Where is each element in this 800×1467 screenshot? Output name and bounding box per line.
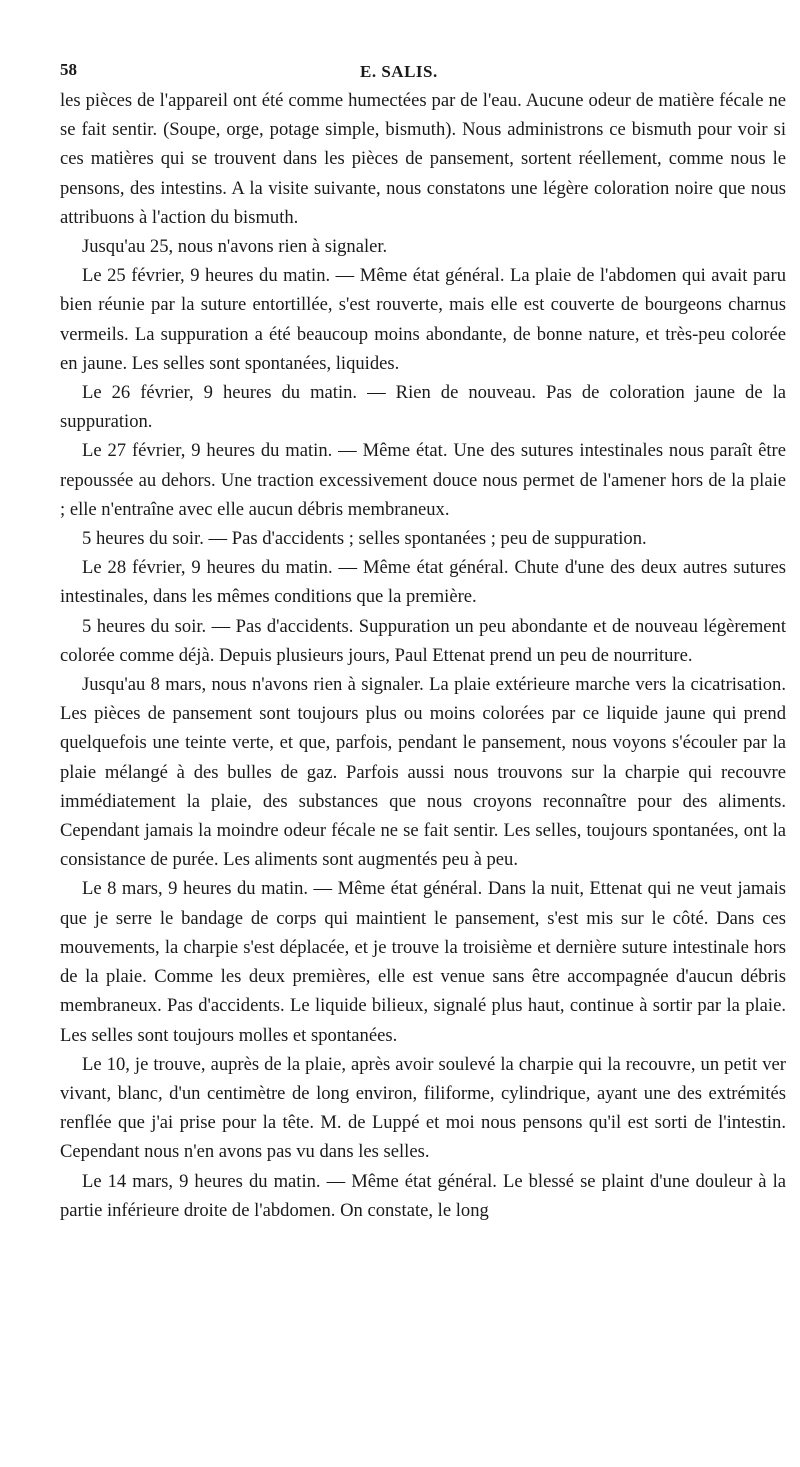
paragraph: Jusqu'au 25, nous n'avons rien à signaler. <box>82 236 388 258</box>
paragraph: Le 14 mars, 9 heures du matin. — Même état général. Le blessé se plaint d'une douleur à la partie inférieure droite de l'abdomen. On constate, le long <box>60 1170 786 1221</box>
paragraph: Le 26 février, 9 heures du matin. — Rien de nouveau. Pas de coloration jaune de la suppuration. <box>60 382 786 433</box>
running-head: E. SALIS. <box>360 62 438 81</box>
paragraph: Le 27 février, 9 heures du matin. — Même état. Une des sutures intestinales nous paraît être repoussée au dehors. Une traction excessivement douce nous permet de l'amener hors de la plaie ; elle n'entraîne avec elle aucun débris membraneux. <box>60 440 786 520</box>
paragraph: les pièces de l'appareil ont été comme humectées par de l'eau. Aucune odeur de matière fécale ne se fait sentir. (Soupe, orge, potage simple, bismuth). Nous administrons ce bismuth pour voir si ces matières qui se trouvent dans les pièces de pansement, sortent réellement, comme nous le pensons, des intestins. A la visite suivante, nous constatons une légère coloration noire que nous attribuons à l'action du bismuth. <box>60 90 786 228</box>
page-header <box>60 50 786 86</box>
paragraph: 5 heures du soir. — Pas d'accidents ; selles spontanées ; peu de suppuration. <box>82 528 647 550</box>
paragraph: Le 25 février, 9 heures du matin. — Même état général. La plaie de l'abdomen qui avait paru bien réunie par la suture entortillée, s'est rouverte, mais elle est couverte de bourgeons charnus vermeils. La suppuration a été beaucoup moins abondante, de bonne nature, et très-peu colorée en jaune. Les selles sont spontanées, liquides. <box>60 265 786 374</box>
page-number: 58 <box>60 60 77 79</box>
paragraph: Le 28 février, 9 heures du matin. — Même état général. Chute d'une des deux autres sutures intestinales, dans les mêmes conditions que la première. <box>60 557 786 608</box>
paragraph: 5 heures du soir. — Pas d'accidents. Suppuration un peu abondante et de nouveau légèrement colorée comme déjà. Depuis plusieurs jours, Paul Ettenat prend un peu de nourriture. <box>60 615 786 666</box>
paragraph: Jusqu'au 8 mars, nous n'avons rien à signaler. La plaie extérieure marche vers la cicatrisation. Les pièces de pansement sont toujours plus ou moins colorées par ce liquide jaune qui prend quelquefois une teinte verte, et que, parfois, pendant le pansement, nous voyons s'écouler par la plaie mélangé à des bulles de gaz. Parfois aussi nous trouvons sur la charpie qui recouvre immédiatement la plaie, des substances que nous croyons reconnaître pour des aliments. Cependant jamais la moindre odeur fécale ne se fait sentir. Les selles, toujours spontanées, ont la consistance de purée. Les aliments sont augmentés peu à peu. <box>60 674 786 871</box>
body-text <box>60 86 786 1225</box>
page <box>60 50 786 1225</box>
paragraph: Le 8 mars, 9 heures du matin. — Même état général. Dans la nuit, Ettenat qui ne veut jamais que je serre le bandage de corps qui maintient le pansement, s'est mis sur le côté. Dans ces mouvements, la charpie s'est déplacée, et je trouve la troisième et dernière suture intestinale hors de la plaie. Comme les deux premières, elle est venue sans être accompagnée d'aucun débris membraneux. Pas d'accidents. Le liquide bilieux, signalé plus haut, continue à sortir par la plaie. Les selles sont toujours molles et spontanées. <box>60 878 786 1046</box>
paragraph: Le 10, je trouve, auprès de la plaie, après avoir soulevé la charpie qui la recouvre, un petit ver vivant, blanc, d'un centimètre de long environ, filiforme, cylindrique, ayant une des extrémités renflée que j'ai prise pour la tête. M. de Luppé et moi nous pensons qu'il est sorti de l'intestin. Cependant nous n'en avons pas vu dans les selles. <box>60 1053 786 1163</box>
